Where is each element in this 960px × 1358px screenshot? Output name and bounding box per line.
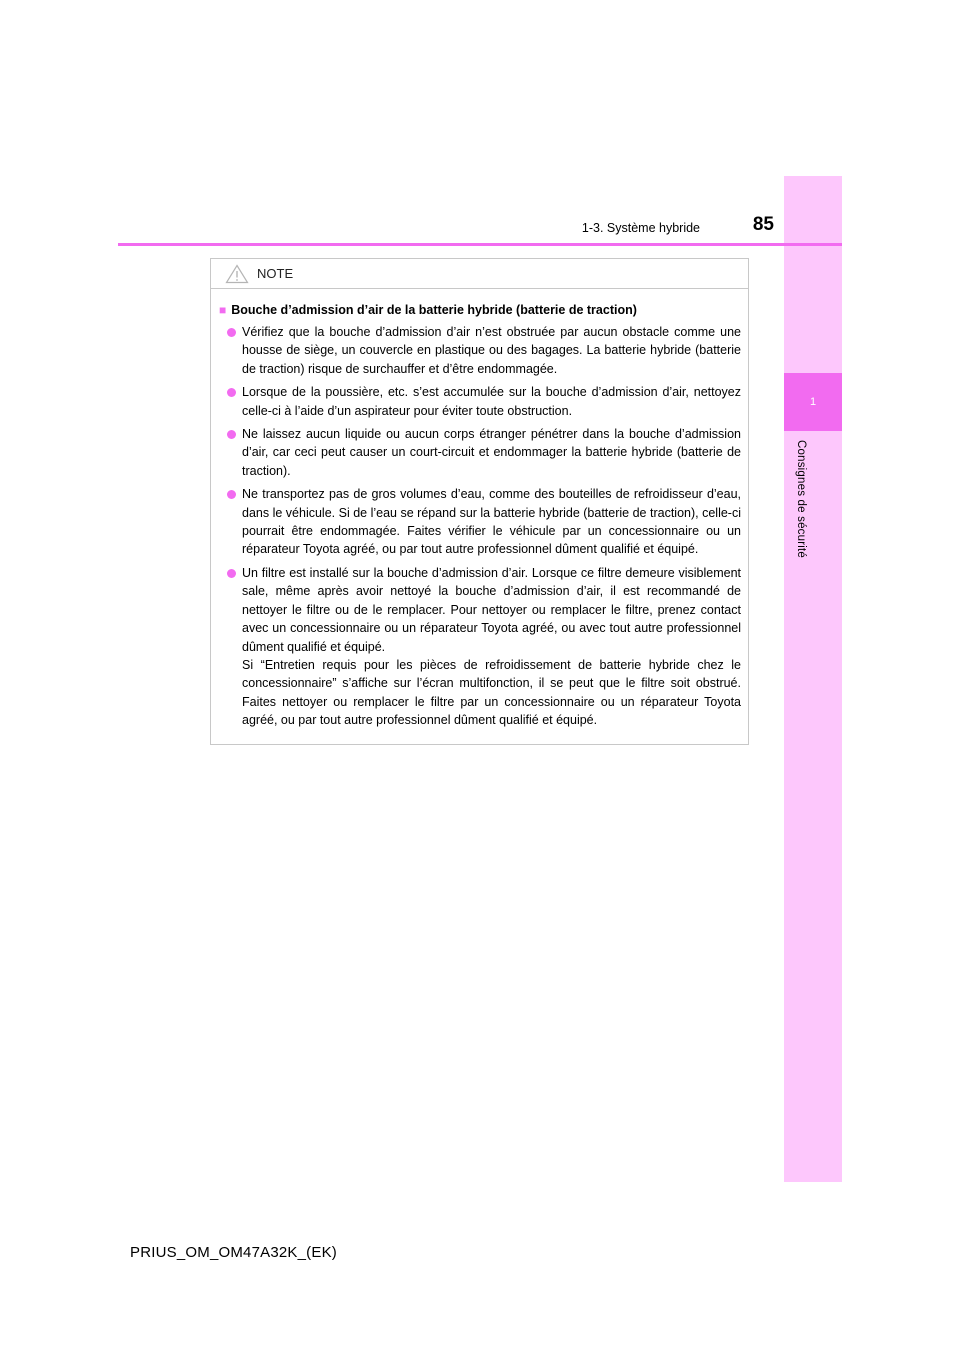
- note-body: [211, 289, 748, 730]
- bullet-item: [219, 485, 741, 559]
- bullet-text: Lorsque de la poussière, etc. s’est accumulée sur la bouche d’admission d’air, nettoyez celle-ci à l’aide d’un aspirateur pour éviter toute obstruction.: [242, 385, 741, 418]
- bullet-dot-icon: [227, 569, 236, 578]
- note-subheading: [219, 301, 741, 319]
- note-header: [211, 259, 748, 289]
- bullet-text: Ne laissez aucun liquide ou aucun corps étranger pénétrer dans la bouche d’admission d’air, car ceci peut causer un court-circuit et endommager la batterie hybride (batterie de traction).: [242, 427, 741, 478]
- bullet-dot-icon: [227, 328, 236, 337]
- note-label: NOTE: [257, 266, 294, 281]
- section-title: 1-3. Système hybride: [581, 221, 700, 235]
- bullet-item: [219, 564, 741, 730]
- bullet-dot-icon: [227, 490, 236, 499]
- bullet-dot-icon: [227, 430, 236, 439]
- bullet-extra-text: Si “Entretien requis pour les pièces de refroidissement de batterie hybride chez le concessionnaire” s’affiche sur l’écran multifonction, il se peut que le filtre soit obstrué. Faites nettoyer ou remplacer le filtre par un concessionnaire ou un réparateur Toyota agréé, ou par tout autre professionnel dûment qualifié et équipé.: [242, 657, 741, 728]
- header-rule: [118, 243, 842, 246]
- chapter-number: 1: [784, 373, 842, 431]
- bullet-item: [219, 425, 741, 480]
- bullet-item: [219, 383, 741, 420]
- chapter-title: Consignes de sécurité: [795, 440, 807, 558]
- chapter-side-tab: [784, 176, 842, 1182]
- bullet-text: Un filtre est installé sur la bouche d’admission d’air. Lorsque ce filtre demeure visiblement sale, même après avoir nettoyé la bouche d’admission d’air, il est recommandé de nettoyer le filtre ou de le remplacer. Pour nettoyer ou remplacer le filtre, prenez contact avec un concessionnaire ou un réparateur Toyota agréé, ou avec tout autre professionnel dûment qualifié et équipé.: [242, 565, 741, 654]
- bullet-dot-icon: [227, 388, 236, 397]
- page-number: 85: [752, 214, 774, 235]
- note-box: [210, 258, 749, 745]
- bullet-text: Ne transportez pas de gros volumes d’eau, comme des bouteilles de refroidisseur d’eau, dans le véhicule. Si de l’eau se répand sur la batterie hybride (batterie de traction), celle-ci pourrait être endommagée. Faites vérifier le véhicule par un concessionnaire ou un réparateur Toyota agréé, ou par tout autre professionnel dûment qualifié et équipé.: [242, 487, 741, 557]
- square-bullet-icon: ■: [219, 303, 227, 317]
- bullet-text: Vérifiez que la bouche d’admission d’air n’est obstruée par aucun obstacle comme une housse de siège, un couvercle en plastique ou des bagages. La batterie hybride (batterie de traction) risque de surchauffer et d’être endommagée.: [242, 325, 741, 376]
- subheading-text: Bouche d’admission d’air de la batterie hybride (batterie de traction): [231, 303, 637, 317]
- bullet-item: [219, 323, 741, 378]
- document-code: PRIUS_OM_OM47A32K_(EK): [130, 1244, 337, 1261]
- warning-triangle-icon: [225, 264, 249, 284]
